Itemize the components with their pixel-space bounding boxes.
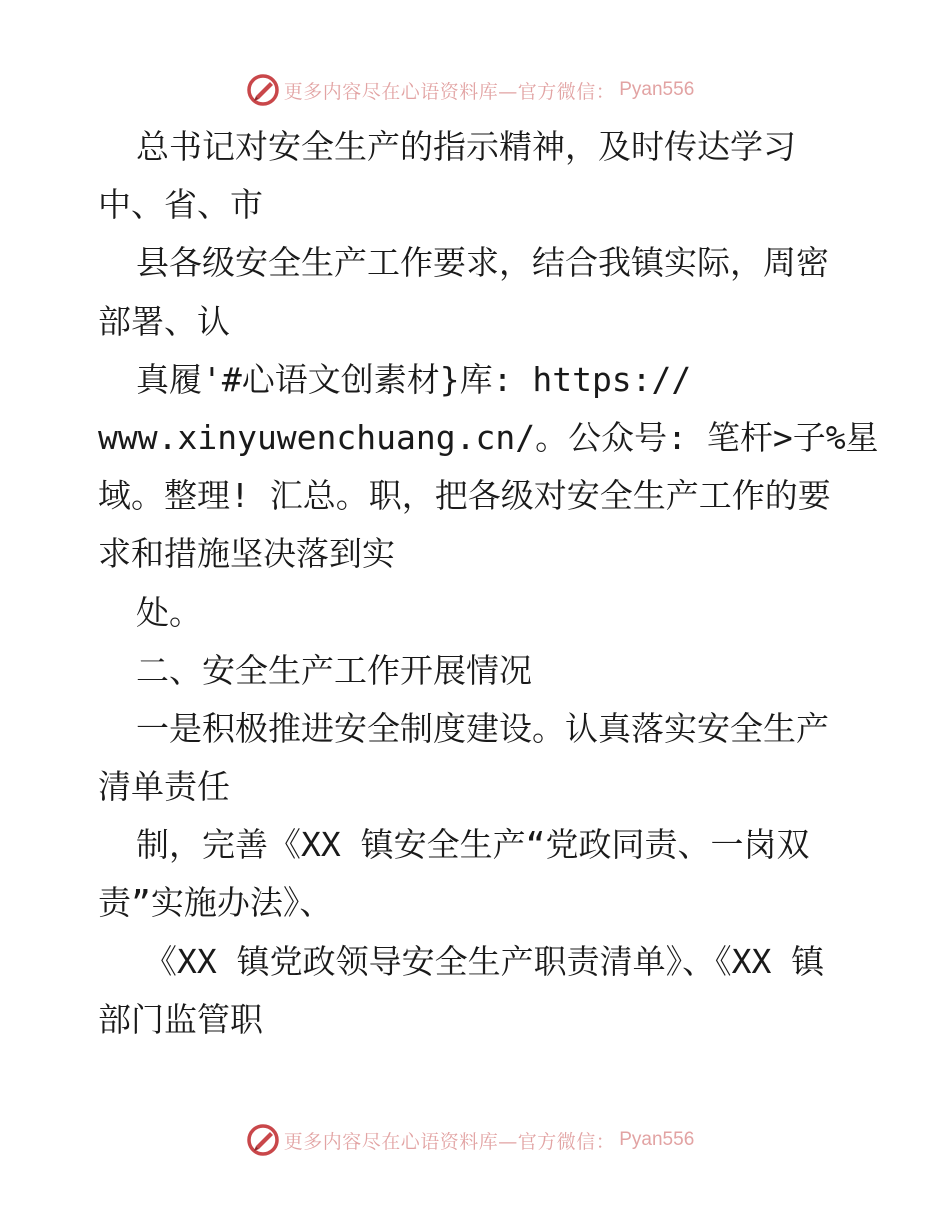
body-line: 求和措施坚决落到实 (98, 534, 395, 574)
body-line: 《XX 镇党政领导安全生产职责清单》、《XX 镇 (144, 941, 825, 981)
body-line: 县各级安全生产工作要求，结合我镇实际，周密 (136, 243, 829, 283)
pen-logo-icon (246, 1123, 280, 1157)
body-line: 部署、认 (98, 301, 230, 341)
footer-banner (0, 1120, 950, 1160)
document-body (98, 118, 879, 1049)
header-banner-text: 更多内容尽在心语资料库—官方微信： (283, 80, 616, 103)
body-line: 责”实施办法》、 (98, 883, 333, 923)
section-heading: 二、安全生产工作开展情况 (136, 650, 532, 690)
body-line: 域。整理! 汇总。职，把各级对安全生产工作的要 (98, 476, 831, 516)
footer-banner-wechat: Pyan556 (619, 1129, 695, 1150)
body-line: 制，完善《XX 镇安全生产“党政同责、一岗双 (136, 825, 810, 865)
body-line: 真履'#心语文创素材}库: https:// (136, 359, 692, 399)
footer-banner-text: 更多内容尽在心语资料库—官方微信： (283, 1130, 616, 1153)
header-banner-wechat: Pyan556 (619, 79, 695, 100)
pen-logo-icon (246, 73, 280, 107)
body-line: 中、省、市 (98, 185, 263, 225)
body-line: 清单责任 (98, 767, 230, 807)
body-line: 总书记对安全生产的指示精神，及时传达学习 (136, 127, 796, 166)
body-line: 一是积极推进安全制度建设。认真落实安全生产 (136, 708, 829, 748)
body-line: 处。 (136, 592, 202, 632)
body-line: 部门监管职 (98, 999, 263, 1039)
header-banner-content (246, 73, 695, 107)
header-banner (0, 70, 950, 110)
footer-banner-content (246, 1123, 695, 1157)
body-line: www.xinyuwenchuang.cn/。公众号: 笔杆>子%星 (98, 417, 879, 457)
